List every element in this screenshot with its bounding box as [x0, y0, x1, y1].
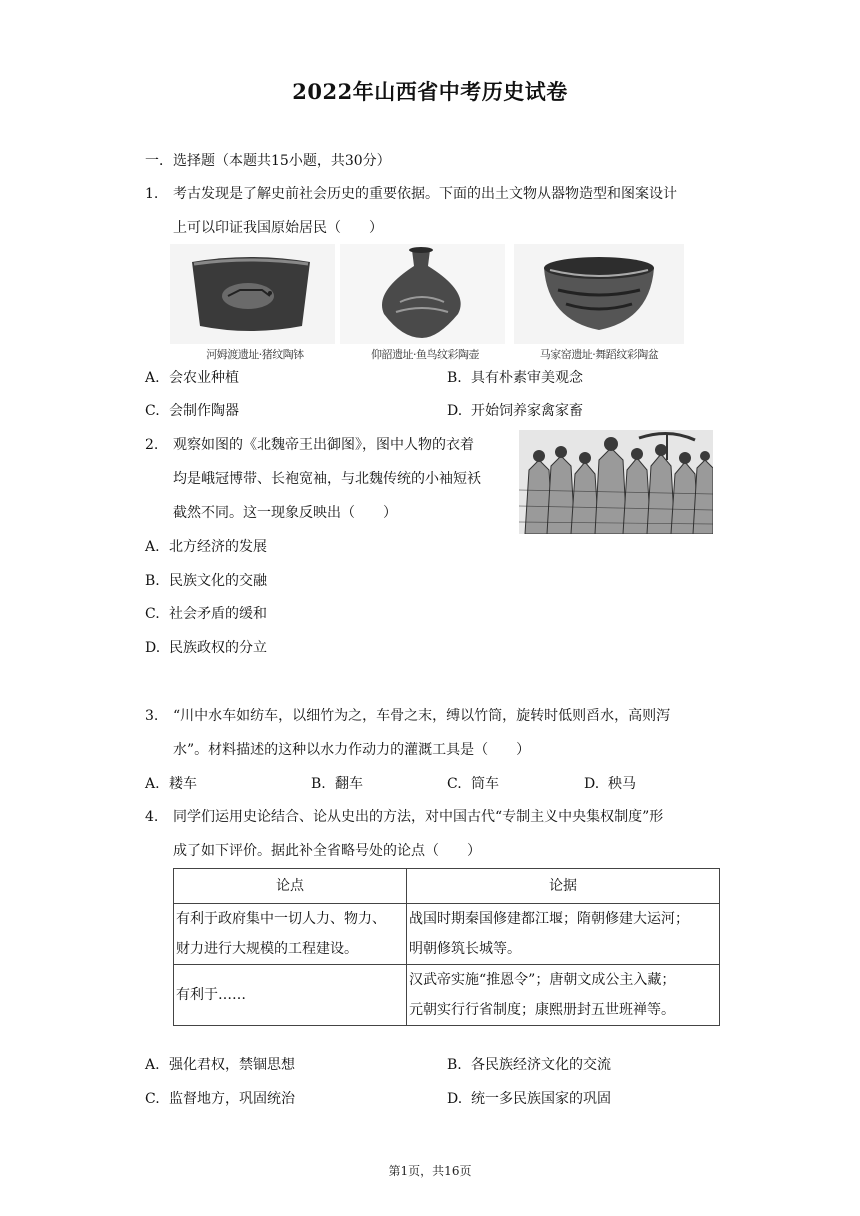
q3-option-b[interactable]: B. 翻车: [311, 776, 363, 792]
q1-option-a[interactable]: A. 会农业种植: [145, 370, 239, 386]
q2-stem-line1: 观察如图的《北魏帝王出御图》，图中人物的衣着: [173, 437, 474, 453]
q4-option-a[interactable]: A. 强化君权，禁锢思想: [145, 1057, 295, 1073]
q2-option-d[interactable]: D. 民族政权的分立: [145, 640, 267, 656]
q4-stem-line1: 同学们运用史论结合、论从史出的方法，对中国古代“专制主义中央集权制度”形: [173, 809, 664, 825]
q3-option-c[interactable]: C. 筒车: [447, 776, 499, 792]
section-heading: 一．选择题（本题共15小题，共30分）: [145, 153, 391, 169]
q1-option-d[interactable]: D. 开始饲养家禽家畜: [447, 403, 583, 419]
q3-option-d[interactable]: D. 秧马: [584, 776, 636, 792]
q1-stem-line2: 上可以印证我国原始居民（ ）: [173, 220, 383, 236]
q4-number: 4.: [145, 809, 159, 825]
relic-dance-basin: [514, 244, 684, 362]
table-row: [174, 904, 720, 965]
page-footer: 第1页，共16页: [388, 1164, 472, 1178]
table-header-argument: 论点: [174, 869, 407, 904]
q2-stem-line3: 截然不同。这一现象反映出（ ）: [173, 505, 397, 521]
table-header-evidence: 论据: [407, 869, 720, 904]
q4-option-b[interactable]: B. 各民族经济文化的交流: [447, 1057, 611, 1073]
table-cell: 战国时期秦国修建都江堰；隋朝修建大运河； 明朝修筑长城等。: [407, 904, 720, 965]
argument-table: [173, 868, 720, 1026]
q4-option-c[interactable]: C. 监督地方，巩固统治: [145, 1091, 295, 1107]
q1-number: 1.: [145, 186, 159, 202]
table-row: [174, 965, 720, 1026]
q2-number: 2.: [145, 437, 159, 453]
q4-stem-line2: 成了如下评价。据此补全省略号处的论点（ ）: [173, 843, 481, 859]
q2-option-a[interactable]: A. 北方经济的发展: [145, 539, 267, 555]
dance-basin-image: [514, 244, 684, 344]
relic-caption-1: 河姆渡遗址·猪纹陶钵: [206, 348, 304, 361]
q3-number: 3.: [145, 708, 159, 724]
q2-stem-line2: 均是峨冠博带、长袍宽袖，与北魏传统的小袖短袄: [173, 471, 481, 487]
relic-pig-bowl: [170, 244, 340, 362]
table-header-row: [174, 869, 720, 904]
relic-fish-bird-pot: [340, 244, 510, 362]
relic-caption-3: 马家窑遗址·舞蹈纹彩陶盆: [539, 348, 659, 361]
table-cell: 有利于政府集中一切人力、物力、 财力进行大规模的工程建设。: [174, 904, 407, 965]
relic-caption-2: 仰韶遗址·鱼鸟纹彩陶壶: [371, 348, 479, 361]
q1-option-b[interactable]: B. 具有朴素审美观念: [447, 370, 583, 386]
q1-stem-line1: 考古发现是了解史前社会历史的重要依据。下面的出土文物从器物造型和图案设计: [173, 186, 677, 202]
q2-option-c[interactable]: C. 社会矛盾的缓和: [145, 606, 267, 622]
q3-option-a[interactable]: A. 耧车: [145, 776, 197, 792]
pig-bowl-image: [170, 244, 335, 344]
q1-option-c[interactable]: C. 会制作陶器: [145, 403, 239, 419]
table-cell: 汉武帝实施“推恩令”；唐朝文成公主入藏； 元朝实行行省制度；康熙册封五世班禅等。: [407, 965, 720, 1026]
table-cell: 有利于……: [174, 965, 407, 1026]
q2-option-b[interactable]: B. 民族文化的交融: [145, 573, 267, 589]
emperor-procession-image: [519, 430, 713, 534]
q4-option-d[interactable]: D. 统一多民族国家的巩固: [447, 1091, 611, 1107]
page-title: 2022年山西省中考历史试卷: [292, 79, 568, 104]
q3-stem-line2: 水”。材料描述的这种以水力作动力的灌溉工具是（ ）: [173, 742, 531, 758]
q3-stem-line1: “川中水车如纺车，以细竹为之，车骨之末，缚以竹筒，旋转时低则舀水，高则泻: [173, 708, 671, 724]
fish-bird-pot-image: [340, 244, 505, 344]
